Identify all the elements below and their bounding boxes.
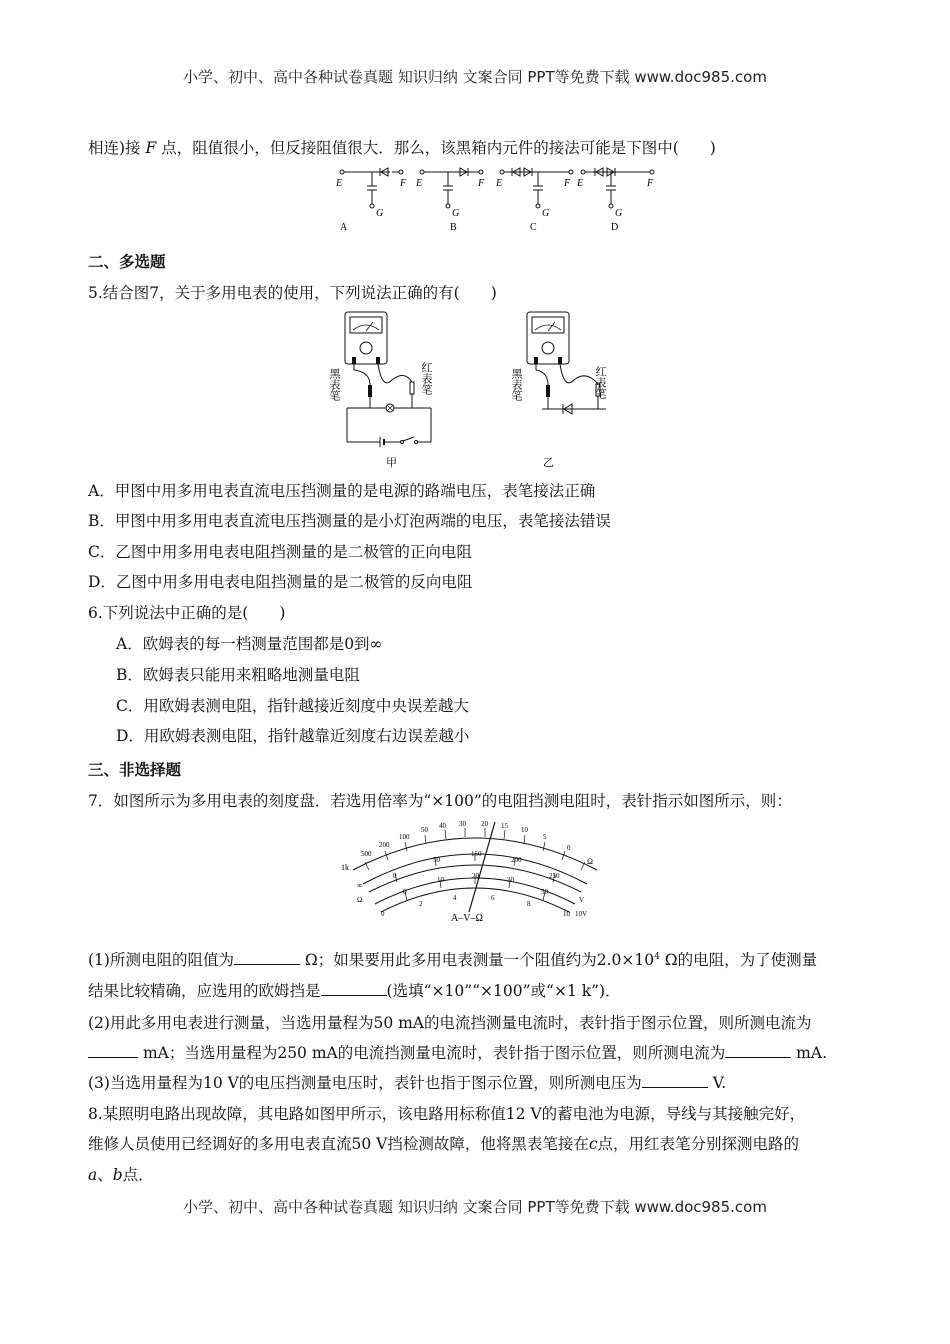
svg-text:∞: ∞ <box>357 881 363 890</box>
svg-text:50: 50 <box>421 826 428 834</box>
svg-text:20: 20 <box>472 872 479 880</box>
option-d-label: D <box>611 222 619 233</box>
caption-jia: 甲 <box>386 457 397 469</box>
q7-stem: 7．如图所示为多用电表的刻度盘．若选用倍率为“×100”的电阻挡测电阻时，表针指示如图所示，则： <box>88 792 792 810</box>
option-c-circuit <box>495 168 573 233</box>
svg-text:F: F <box>647 178 654 189</box>
svg-text:10V: 10V <box>575 910 588 918</box>
svg-text:200: 200 <box>511 856 522 864</box>
svg-text:30: 30 <box>459 820 466 828</box>
svg-text:Ω: Ω <box>587 857 593 866</box>
q7-part3: (3)当选用量程为10 V的电压挡测量电压时，表针也指于图示位置，则所测电压为 V. <box>88 1074 727 1092</box>
option-b-label: B <box>450 222 457 233</box>
q6-option-c: C．用欧姆表测电阻，指针越接近刻度中央误差越大 <box>116 697 469 715</box>
option-d-circuit <box>576 168 654 233</box>
multimeter-icon <box>527 312 569 364</box>
page-header: 小学、初中、高中各种试卷真题 知识归纳 文案合同 PPT等免费下载 www.doc985.com <box>183 68 767 86</box>
svg-text:50: 50 <box>433 856 440 864</box>
q7-dial-figure <box>335 818 615 924</box>
page-footer: 小学、初中、高中各种试卷真题 知识归纳 文案合同 PPT等免费下载 www.doc985.com <box>183 1198 767 1216</box>
black-probe-label: 黑表笔 <box>510 368 522 401</box>
svg-text:8: 8 <box>527 900 531 908</box>
svg-text:G: G <box>542 208 550 219</box>
section-non-choice: 三、非选择题 <box>88 761 182 779</box>
svg-text:0: 0 <box>393 872 397 880</box>
option-a-circuit <box>335 168 407 233</box>
option-a-label: A <box>340 222 348 233</box>
dial-label: A–V–Ω <box>451 913 483 924</box>
svg-text:G: G <box>615 208 623 219</box>
svg-text:E: E <box>336 178 343 189</box>
answer-blank[interactable] <box>642 1073 708 1088</box>
q8-line1: 8.某照明电路出现故障，其电路如图甲所示，该电路用标称值12 V的蓄电池为电源，导线与其接触完好， <box>88 1105 806 1123</box>
svg-text:0: 0 <box>567 844 571 852</box>
q7-part1-line2: 结果比较精确，应选用的欧姆挡是 (选填“×10”“×100”或“×1 k”)． <box>88 982 621 1000</box>
svg-text:F: F <box>564 178 571 189</box>
f-point-label: F <box>145 139 157 157</box>
svg-text:50: 50 <box>541 888 548 896</box>
svg-text:F: F <box>400 178 407 189</box>
svg-text:6: 6 <box>491 894 495 902</box>
svg-text:5: 5 <box>543 833 547 841</box>
q5-figure-jia <box>330 310 450 472</box>
svg-text:E: E <box>577 178 584 189</box>
q4-diode-options-figure <box>330 160 660 236</box>
q8-line3: a、b点． <box>88 1166 154 1184</box>
svg-text:V: V <box>579 896 585 904</box>
q5-option-c: C．乙图中用多用电表电阻挡测量的是二极管的正向电阻 <box>88 543 472 561</box>
option-b-circuit <box>415 168 485 233</box>
svg-text:500: 500 <box>361 850 372 858</box>
svg-text:1k: 1k <box>341 863 349 872</box>
q6-option-d: D．用欧姆表测电阻，指针越靠近刻度右边误差越小 <box>116 727 470 745</box>
svg-text:200: 200 <box>379 841 390 849</box>
a-point-label: a <box>88 1166 98 1184</box>
svg-text:100: 100 <box>399 833 410 841</box>
svg-text:G: G <box>452 208 460 219</box>
q6-option-b: B．欧姆表只能用来粗略地测量电阻 <box>116 666 360 684</box>
option-c-label: C <box>530 222 537 233</box>
svg-text:E: E <box>496 178 503 189</box>
svg-text:40: 40 <box>439 822 446 830</box>
q5-option-a: A．甲图中用多用电表直流电压挡测量的是电源的路端电压，表笔接法正确 <box>88 482 596 500</box>
svg-text:10: 10 <box>563 910 570 918</box>
caption-yi: 乙 <box>543 457 554 469</box>
q6-stem: 6.下列说法中正确的是( ) <box>88 604 286 622</box>
multimeter-icon <box>345 312 387 364</box>
answer-blank[interactable] <box>234 950 300 965</box>
svg-text:F: F <box>478 178 485 189</box>
q5-figure-yi <box>512 310 622 472</box>
answer-blank[interactable] <box>88 1043 138 1058</box>
svg-text:250: 250 <box>549 872 560 880</box>
q5-option-d: D．乙图中用多用电表电阻挡测量的是二极管的反向电阻 <box>88 573 473 591</box>
answer-blank[interactable] <box>321 981 387 996</box>
svg-text:30: 30 <box>507 876 514 884</box>
q5-option-b: B．甲图中用多用电表直流电压挡测量的是小灯泡两端的电压，表笔接法错误 <box>88 512 611 530</box>
svg-text:0: 0 <box>381 910 385 918</box>
q7-part2-line2: mA；当选用量程为250 mA的电流挡测量电流时，表针指于图示位置，则所测电流为 mA. <box>88 1041 868 1063</box>
q8-line2: 维修人员使用已经调好的多用电表直流50 V挡检测故障，他将黑表笔接在c点，用红表笔分别探测电路的 <box>88 1135 800 1153</box>
svg-text:Ω: Ω <box>357 896 363 904</box>
red-probe-label: 红表笔 <box>594 366 606 399</box>
svg-text:10: 10 <box>521 826 528 834</box>
answer-blank[interactable] <box>725 1043 791 1058</box>
black-probe-label: 黑表笔 <box>328 368 340 401</box>
svg-text:10: 10 <box>437 876 444 884</box>
c-point-label: c <box>588 1135 598 1153</box>
q4-text: 相连)接 F 点，阻值很小，但反接阻值很大．那么，该黑箱内元件的接法可能是下图中( ) <box>88 139 716 157</box>
svg-text:0: 0 <box>403 888 407 896</box>
q7-part1-line1: (1)所测电阻的阻值为 Ω；如果要用此多用电表测量一个阻值约为$2.0\times 10^4$ Ω的电阻，为了使测量 <box>88 951 818 969</box>
svg-text:E: E <box>416 178 423 189</box>
svg-text:4: 4 <box>453 894 457 902</box>
svg-text:15: 15 <box>501 822 508 830</box>
b-point-label: b <box>112 1166 123 1184</box>
svg-text:G: G <box>376 208 384 219</box>
svg-text:20: 20 <box>481 820 488 828</box>
svg-text:2: 2 <box>419 900 423 908</box>
q7-part2-line1: (2)用此多用电表进行测量，当选用量程为50 mA的电流挡测量电流时，表针指于图示位置，则所测电流为 <box>88 1014 812 1032</box>
svg-text:150: 150 <box>471 850 482 858</box>
red-probe-label: 红表笔 <box>420 362 432 395</box>
q6-option-a: A．欧姆表的每一档测量范围都是0到∞ <box>116 635 383 653</box>
q5-stem: 5.结合图7，关于多用电表的使用，下列说法正确的有( ) <box>88 284 497 302</box>
section-multi-choice: 二、多选题 <box>88 253 166 271</box>
